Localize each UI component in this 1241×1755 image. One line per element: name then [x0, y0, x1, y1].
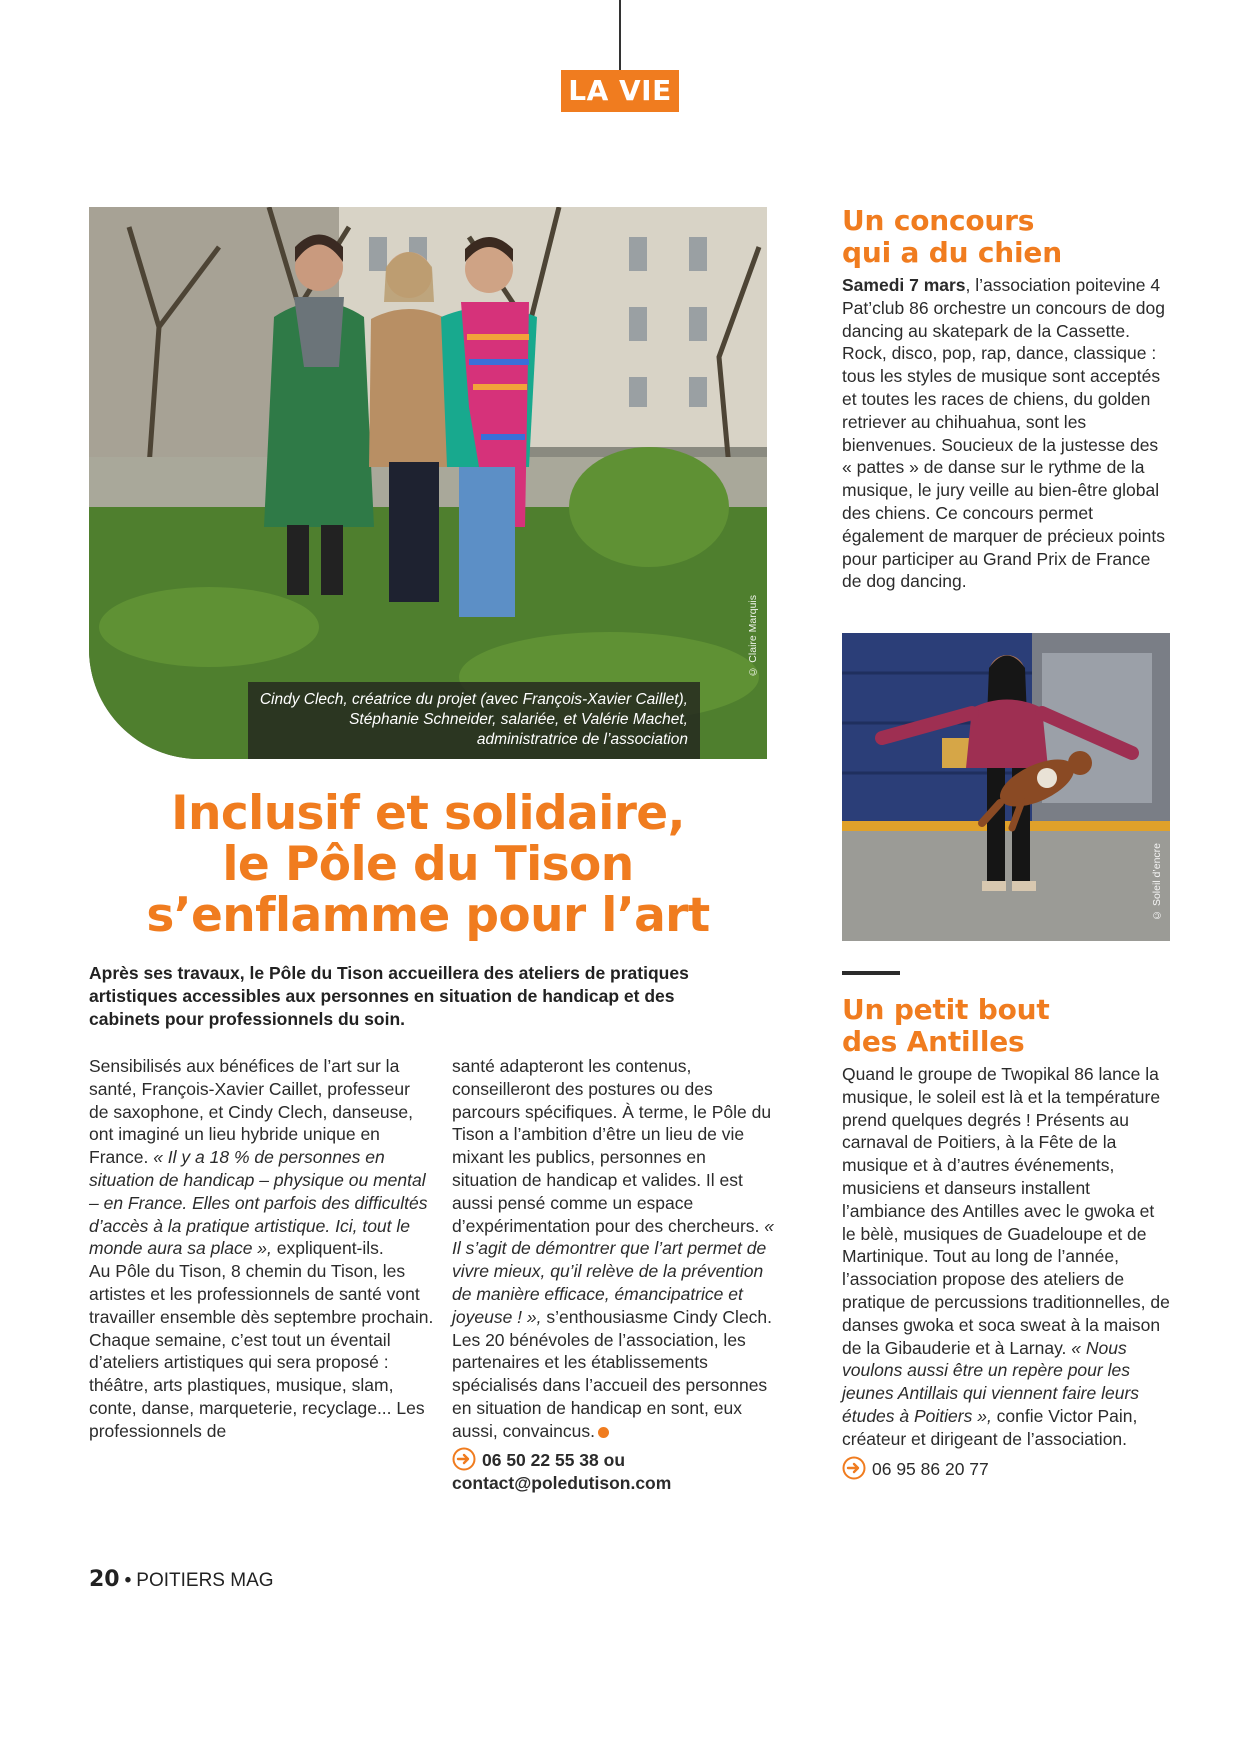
phone-number[interactable]: 06 50 22 55 38 ou: [482, 1449, 626, 1470]
event-date: Samedi 7 mars: [842, 275, 966, 295]
arrow-right-icon: [452, 1447, 476, 1471]
sidebar-2-title: [842, 994, 1050, 1058]
section-divider: [842, 971, 900, 975]
contact-info: [452, 1447, 774, 1472]
quote-text: « Il s’agit de démontrer que l’art permet de vivre mieux, qu’il relève de la prévention de manière efficace, émancipatrice et joyeuse ! »,: [452, 1215, 774, 1327]
title-line: Un concours: [842, 204, 1035, 237]
page-number: 20: [89, 1567, 120, 1592]
headline: [89, 788, 767, 941]
body-text: s’enthousiasme Cindy Clech. Les 20 bénévoles de l’association, les partenaires et les établissements spécialisés dans l’accueil des personnes en situation de handicap en sont, eux aussi, convaincus.: [452, 1306, 773, 1441]
dog-dancing-photo: [842, 633, 1170, 941]
body-text: Sensibilisés aux bénéfices de l’art sur la santé, François-Xavier Caillet, professeur de saxophone, et Cindy Clech, danseuse, ont imaginé un lieu hybride unique en France.: [89, 1056, 413, 1168]
top-rule: [619, 0, 621, 70]
photo-credit: © Claire Marquis: [747, 595, 759, 678]
headline-line-3: s’enflamme pour l’art: [146, 888, 710, 943]
column-1-paragraph-1: [89, 1055, 434, 1260]
photo-caption: Cindy Clech, créatrice du projet (avec François-Xavier Caillet), Stéphanie Schneider, salariée, et Valérie Machet, administratrice de l’association: [248, 682, 700, 759]
page-footer: [89, 1567, 274, 1592]
quote-text: « Il y a 18 % de personnes en situation de handicap – physique ou mental – en France. Elles ont parfois des difficultés d’accès à la pratique artistique. Ici, tout le monde aura sa place »,: [89, 1147, 428, 1259]
article-column-1: [89, 1055, 434, 1443]
email-address[interactable]: contact@poledutison.com: [452, 1472, 672, 1493]
body-text: , l’association poitevine 4 Pat’club 86 orchestre un concours de dog dancing au skatepark de la Cassette. Rock, disco, pop, rap, dance, classique : tous les styles de musique sont acceptés et toutes les races de chiens, du golden retriever au chihuahua, sont les bienvenues. Soucieux de la justesse des « pattes » de danse sur le rythme de la musique, le jury veille au bien-être global des chiens. Ce concours permet également de marquer de précieux points pour participer au Grand Prix de France de dog dancing.: [842, 275, 1165, 592]
phone-number[interactable]: 06 95 86 20 77: [872, 1458, 989, 1479]
section-tag: LA VIE: [561, 70, 679, 112]
lead-paragraph: Après ses travaux, le Pôle du Tison accueillera des ateliers de pratiques artistiques accessibles aux personnes en situation de handicap et des cabinets pour professionnels du soin.: [89, 963, 689, 1029]
body-text: expliquent-ils.: [271, 1238, 384, 1259]
headline-line-2: le Pôle du Tison: [222, 837, 634, 892]
column-2-paragraph-1: [452, 1055, 774, 1443]
article-column-2: [452, 1055, 774, 1495]
photo-credit: © Soleil d’encre: [1151, 843, 1163, 921]
dog-dancing-illustration: [842, 633, 1170, 941]
title-line: qui a du chien: [842, 236, 1062, 269]
arrow-right-icon: [842, 1456, 866, 1480]
body-text: santé adapteront les contenus, conseilleront des postures ou des parcours spécifiques. À terme, le Pôle du Tison a l’ambition d’être un lieu de vie mixant les publics, personnes en situation de handicap et valides. Il est aussi pensé comme un espace d’expérimentation pour des chercheurs.: [452, 1056, 772, 1236]
headline-line-1: Inclusif et solidaire,: [171, 786, 685, 841]
quote-text: « Nous voulons aussi être un repère pour les jeunes Antillais qui viennent faire leurs études à Poitiers »,: [842, 1337, 1140, 1426]
body-text: Quand le groupe de Twopikal 86 lance la musique, le soleil est là et la température prend quelques degrés ! Présents au carnaval de Poitiers, à la Fête de la musique et à d’autres événements, musiciens et danseurs installent l’ambiance des Antilles avec le gwoka et le bèlè, musiques de Guadeloupe et de Martinique. Tout au long de l’année, l’association propose des ateliers de pratique de percussions traditionnelles, de danses gwoka et soca sweat à la maison de la Gibauderie et à Larnay.: [842, 1064, 1170, 1358]
sidebar-2-contact: [842, 1456, 1172, 1481]
title-line: des Antilles: [842, 1025, 1025, 1058]
main-photo-illustration: [89, 207, 767, 759]
main-photo: [89, 207, 767, 759]
magazine-name: POITIERS MAG: [136, 1570, 274, 1591]
body-text: confie Victor Pain, créateur et dirigeant de l’association.: [842, 1405, 1138, 1449]
footer-separator: •: [124, 1570, 132, 1591]
column-1-paragraph-2: Au Pôle du Tison, 8 chemin du Tison, les artistes et les professionnels de santé vont travailler ensemble dès septembre prochain. Chaque semaine, c’est tout un éventail d’ateliers artistiques qui sera proposé : théâtre, arts plastiques, musique, slam, conte, danse, marqueterie, recyclage... Les professionnels de: [89, 1261, 434, 1441]
sidebar-1-title: [842, 205, 1062, 269]
sidebar-1-text: [842, 274, 1172, 593]
title-line: Un petit bout: [842, 993, 1050, 1026]
end-mark-icon: [598, 1427, 609, 1438]
sidebar-2-text: [842, 1063, 1172, 1481]
